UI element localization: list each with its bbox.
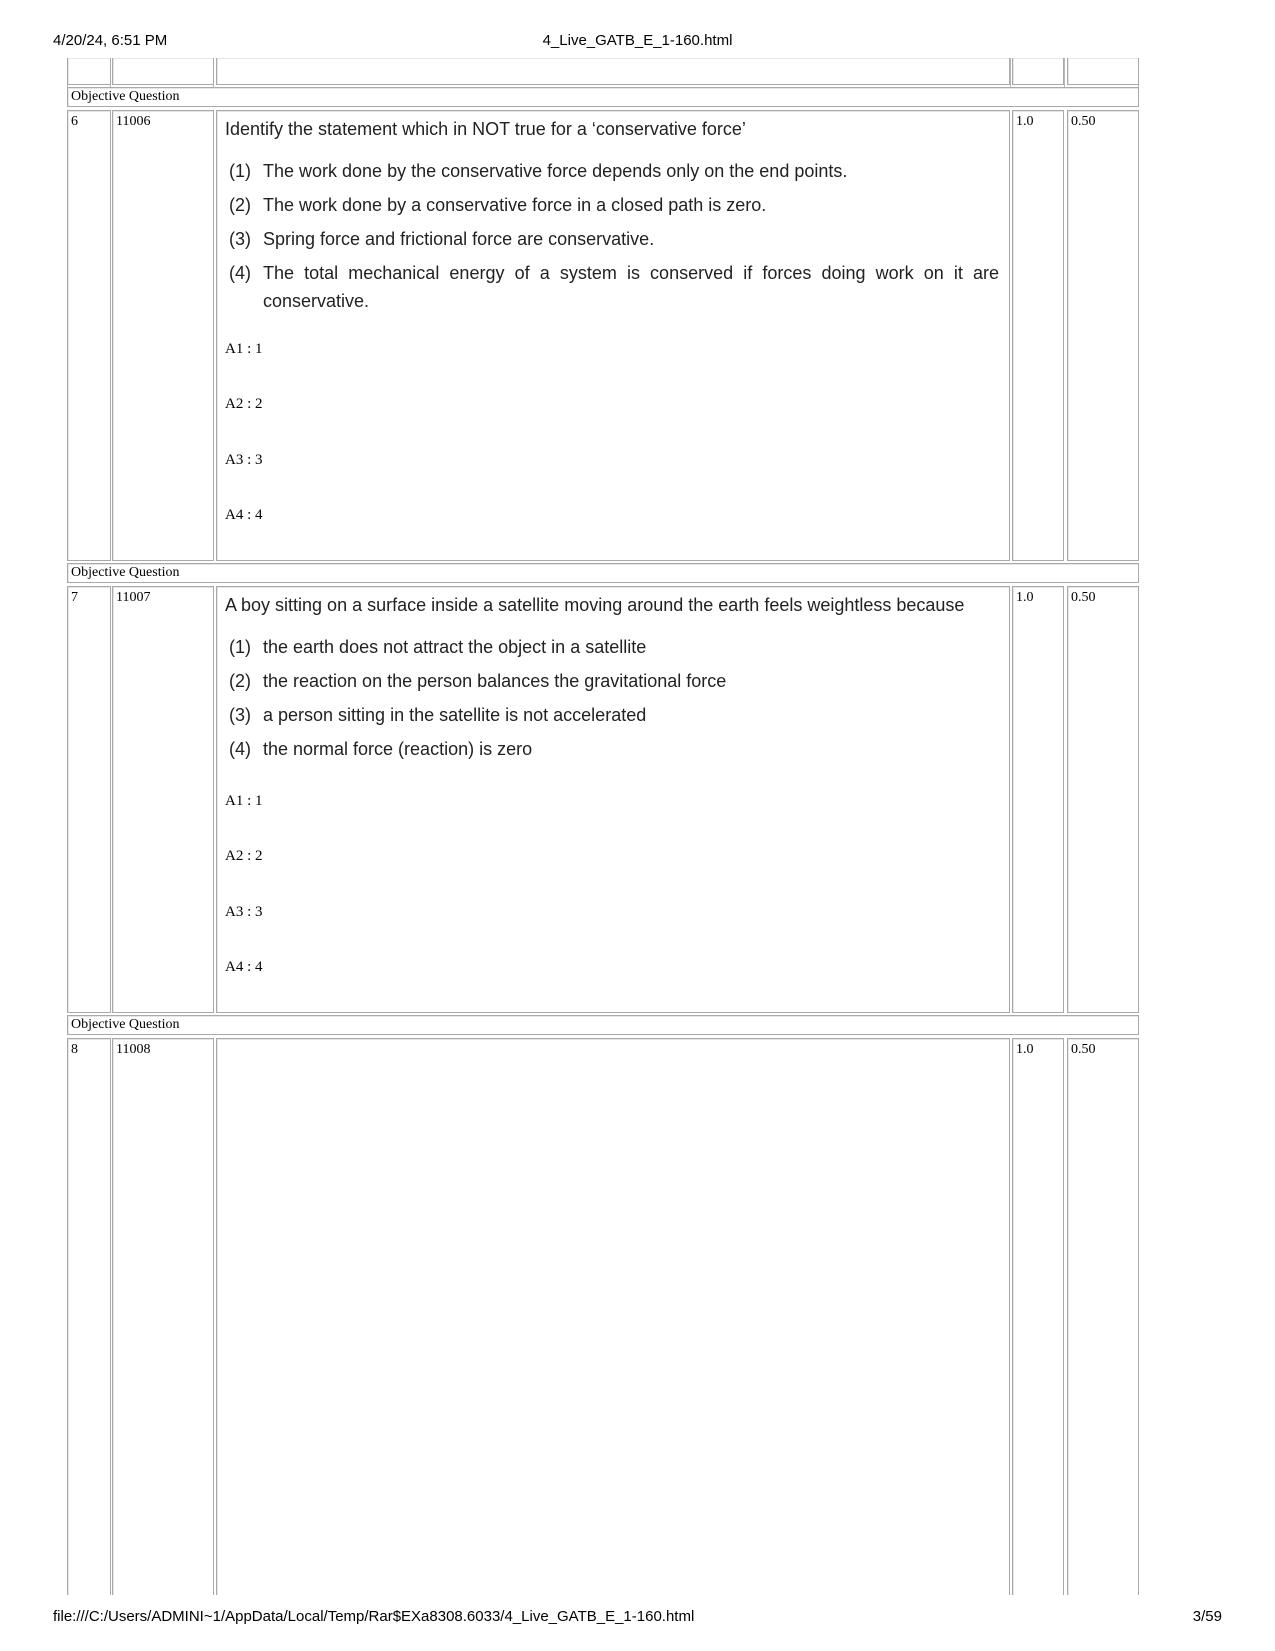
option-number: (3) xyxy=(229,229,251,249)
prev-row-cell xyxy=(1012,58,1064,85)
option-number: (4) xyxy=(229,263,251,283)
negative-marks: 0.50 xyxy=(1071,114,1096,129)
qid-cell xyxy=(112,586,214,1013)
question-stem: A boy sitting on a surface inside a satellite moving around the earth feels weightless because xyxy=(225,595,965,615)
option-text: The work done by a conservative force in a closed path is zero. xyxy=(263,195,767,215)
question-id: 11008 xyxy=(116,1042,151,1057)
answer-option: A4 : 4 xyxy=(225,959,263,975)
section-label: Objective Question xyxy=(71,1017,180,1032)
answer-option: A4 : 4 xyxy=(225,507,263,523)
serial-number: 8 xyxy=(71,1042,78,1057)
marks: 1.0 xyxy=(1016,114,1034,129)
prev-row-cell xyxy=(67,58,111,85)
print-datetime: 4/20/24, 6:51 PM xyxy=(53,32,168,49)
question-cell xyxy=(216,110,1010,561)
option-text: the reaction on the person balances the gravitational force xyxy=(263,671,727,691)
section-label-row xyxy=(67,87,1139,107)
option-number: (4) xyxy=(229,739,251,759)
page-number: 3/59 xyxy=(1192,1608,1222,1625)
serial-cell xyxy=(67,110,111,561)
answer-option: A3 : 3 xyxy=(225,452,263,468)
serial-cell xyxy=(67,586,111,1013)
qid-cell xyxy=(112,1038,214,1595)
marks-cell xyxy=(1012,1038,1064,1595)
option-text: The work done by the conservative force depends only on the end points. xyxy=(263,161,848,181)
marks: 1.0 xyxy=(1016,590,1034,605)
option-text: a person sitting in the satellite is not accelerated xyxy=(263,705,647,725)
print-title: 4_Live_GATB_E_1-160.html xyxy=(542,32,733,49)
answer-option: A1 : 1 xyxy=(225,341,263,357)
answer-option: A2 : 2 xyxy=(225,396,263,412)
question-table xyxy=(67,58,1205,1594)
question-cell xyxy=(216,586,1010,1013)
serial-cell xyxy=(67,1038,111,1595)
negative-marks: 0.50 xyxy=(1071,590,1096,605)
print-file-path: file:///C:/Users/ADMINI~1/AppData/Local/Temp/Rar$EXa8308.6033/4_Live_GATB_E_1-160.html xyxy=(53,1608,695,1625)
section-label: Objective Question xyxy=(71,565,180,580)
question-id: 11007 xyxy=(116,590,151,605)
question-cell xyxy=(216,1038,1010,1595)
negative-marks-cell xyxy=(1067,110,1139,561)
question-id: 11006 xyxy=(116,114,151,129)
prev-row-cell xyxy=(1067,58,1139,85)
prev-row-cell xyxy=(112,58,214,85)
option-4 xyxy=(229,259,999,315)
serial-number: 6 xyxy=(71,114,78,129)
option-text: the earth does not attract the object in a satellite xyxy=(263,637,647,657)
marks-cell xyxy=(1012,586,1064,1013)
negative-marks-cell xyxy=(1067,586,1139,1013)
section-label-row xyxy=(67,1015,1139,1035)
question-stem: Identify the statement which in NOT true for a ‘conservative force’ xyxy=(225,119,746,139)
option-text: the normal force (reaction) is zero xyxy=(263,739,533,759)
answer-option: A2 : 2 xyxy=(225,848,263,864)
negative-marks-cell xyxy=(1067,1038,1139,1595)
prev-row-cell xyxy=(216,58,1010,85)
section-label-row xyxy=(67,563,1139,583)
option-number: (2) xyxy=(229,195,251,215)
answer-option: A3 : 3 xyxy=(225,904,263,920)
option-number: (1) xyxy=(229,161,251,181)
option-number: (3) xyxy=(229,705,251,725)
marks-cell xyxy=(1012,110,1064,561)
answer-option: A1 : 1 xyxy=(225,793,263,809)
negative-marks: 0.50 xyxy=(1071,1042,1096,1057)
qid-cell xyxy=(112,110,214,561)
option-number: (2) xyxy=(229,671,251,691)
marks: 1.0 xyxy=(1016,1042,1034,1057)
section-label: Objective Question xyxy=(71,89,180,104)
option-text: Spring force and frictional force are conservative. xyxy=(263,229,655,249)
option-text: The total mechanical energy of a system is conserved if forces doing work on it are conservative. xyxy=(263,263,999,311)
serial-number: 7 xyxy=(71,590,78,605)
option-number: (1) xyxy=(229,637,251,657)
